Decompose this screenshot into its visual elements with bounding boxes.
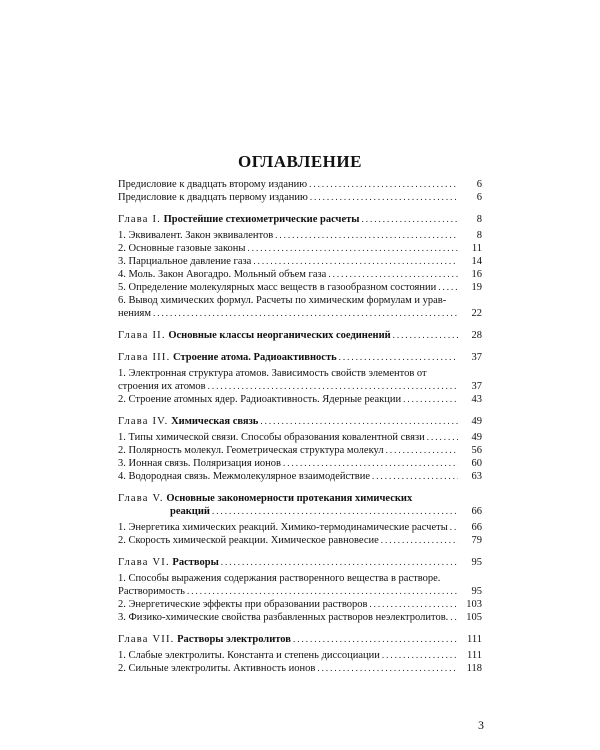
toc-entry-label-cont: Растворимость: [118, 586, 185, 597]
toc-page-number: 79: [471, 535, 482, 546]
toc-entry-label: 1. Энергетика химических реакций. Химико-термодинамические расчеты: [118, 522, 448, 533]
toc-page-number: 118: [466, 663, 482, 674]
leader-dots: [253, 255, 458, 268]
toc-page-number: 105: [466, 612, 482, 623]
toc-page-number: 8: [476, 230, 482, 241]
toc-entry-label: 2. Основные газовые законы: [118, 243, 246, 254]
toc-entry-1-3[interactable]: [118, 255, 482, 268]
leader-dots: [382, 649, 458, 662]
toc-entry-5-1[interactable]: [118, 521, 482, 534]
chapter-number: Глава VI.: [118, 557, 170, 568]
toc-entry-label: 3. Физико-химические свойства разбавленных растворов неэлектролитов.: [118, 612, 449, 623]
chapter-number: Глава V.: [118, 493, 164, 504]
toc-page-number: 11: [471, 243, 482, 254]
leader-dots: [187, 585, 458, 598]
toc-page-number: 49: [471, 416, 482, 427]
leader-dots: [450, 611, 458, 624]
leader-dots: [328, 268, 458, 281]
toc-page-number: 28: [471, 330, 482, 341]
leader-dots: [275, 229, 458, 242]
toc-page-number: 95: [471, 586, 482, 597]
toc-entry-label: 1. Эквивалент. Закон эквивалентов: [118, 230, 274, 241]
chapter-title-cont: реакций: [170, 506, 210, 517]
toc-chapter-label: [118, 415, 258, 428]
leader-dots: [339, 351, 458, 364]
toc-entry-label: 4. Водородная связь. Межмолекулярное взаимодействие: [118, 471, 371, 482]
leader-dots: [450, 521, 458, 534]
toc-entry-1-5[interactable]: [118, 281, 482, 294]
leader-dots: [372, 470, 458, 483]
toc-page-number: 22: [471, 308, 482, 319]
leader-dots: [293, 633, 458, 646]
toc-entry-1-2[interactable]: [118, 242, 482, 255]
leader-dots: [438, 281, 458, 294]
toc-page-number: 66: [471, 506, 482, 517]
chapter-title: Растворы: [172, 557, 219, 568]
leader-dots: [369, 598, 458, 611]
toc-entry-7-1[interactable]: [118, 649, 482, 662]
toc-entry-label: 1. Слабые электролиты. Константа и степень диссоциации: [118, 650, 380, 661]
toc-entry-preface-22[interactable]: [118, 178, 482, 191]
toc-entry-1-4[interactable]: [118, 268, 482, 281]
toc-page-number: 14: [471, 256, 482, 267]
leader-dots: [221, 556, 458, 569]
toc-page-number: 63: [471, 471, 482, 482]
toc-entry-label-cont: строения их атомов: [118, 381, 206, 392]
toc-entry-label: 2. Скорость химической реакции. Химическое равновесие: [118, 535, 379, 546]
toc-entry-5-2[interactable]: [118, 534, 482, 547]
toc-entry-label: 2. Полярность молекул. Геометрическая структура молекул: [118, 445, 384, 456]
leader-dots: [260, 415, 458, 428]
toc-entry-6-2[interactable]: [118, 598, 482, 611]
toc-page-number: 95: [471, 557, 482, 568]
toc-entry-4-4[interactable]: [118, 470, 482, 483]
toc-page-number: 19: [471, 282, 482, 293]
chapter-number: Глава IV.: [118, 416, 169, 427]
toc-page-number: 8: [476, 214, 482, 225]
leader-dots: [310, 191, 458, 204]
chapter-title: Растворы электролитов: [177, 634, 291, 645]
toc-entry-1-1[interactable]: [118, 229, 482, 242]
toc-chapter-label: [118, 329, 391, 342]
chapter-title: Строение атома. Радиоактивность: [173, 352, 337, 363]
leader-dots: [386, 444, 458, 457]
chapter-number: Глава VII.: [118, 634, 175, 645]
toc-page-number: 16: [471, 269, 482, 280]
toc-entry-label: 3. Парциальное давление газа: [118, 256, 252, 267]
leader-dots: [283, 457, 458, 470]
leader-dots: [427, 431, 458, 444]
leader-dots: [381, 534, 458, 547]
toc-entry-preface-21[interactable]: [118, 191, 482, 204]
toc-entry-label: Предисловие к двадцать первому изданию: [118, 192, 308, 203]
page-title: ОГЛАВЛЕНИЕ: [238, 152, 362, 171]
toc-page-number: 111: [467, 634, 482, 645]
toc-entry-label: 6. Вывод химических формул. Расчеты по химическим формулам и урав-: [118, 295, 447, 306]
toc-chapter-7[interactable]: [118, 633, 482, 646]
toc-entry-label-cont: нениям: [118, 308, 151, 319]
leader-dots: [247, 242, 458, 255]
chapter-title: Химическая связь: [171, 416, 259, 427]
toc-chapter-5[interactable]: [118, 492, 482, 518]
toc-chapter-2[interactable]: [118, 329, 482, 342]
toc-entry-4-3[interactable]: [118, 457, 482, 470]
toc-entry-label: 1. Способы выражения содержания растворенного вещества в растворе.: [118, 573, 441, 584]
toc-entry-label: 3. Ионная связь. Поляризация ионов: [118, 458, 282, 469]
toc-page-number: 43: [471, 394, 482, 405]
toc-page-number: 6: [476, 192, 482, 203]
toc-entry-3-2[interactable]: [118, 393, 482, 406]
leader-dots: [309, 178, 458, 191]
chapter-title: Простейшие стехиометрические расчеты: [163, 214, 360, 225]
chapter-number: Глава I.: [118, 214, 162, 225]
chapter-number: Глава III.: [118, 352, 171, 363]
chapter-title: Основные закономерности протекания химических: [166, 493, 413, 504]
toc-entry-label: 5. Определение молекулярных масс веществ в газообразном состоянии: [118, 282, 437, 293]
toc-chapter-label: [118, 213, 359, 226]
toc-page-number: 60: [471, 458, 482, 469]
toc-page-number: 37: [471, 352, 482, 363]
toc-entry-label: 2. Энергетические эффекты при образовании растворов: [118, 599, 368, 610]
toc-chapter-3[interactable]: [118, 351, 482, 364]
toc-chapter-4[interactable]: [118, 415, 482, 428]
leader-dots: [317, 662, 458, 675]
chapter-title: Основные классы неорганических соединений: [168, 330, 391, 341]
toc-entry-1-6[interactable]: [118, 294, 482, 320]
toc-chapter-label: [118, 633, 291, 646]
toc-chapter-label: [118, 556, 219, 569]
toc-page-number: 49: [471, 432, 482, 443]
toc-page-number: 111: [467, 650, 482, 661]
toc-entry-3-1[interactable]: [118, 367, 482, 393]
leader-dots: [212, 505, 458, 518]
leader-dots: [403, 393, 458, 406]
toc-entry-4-2[interactable]: [118, 444, 482, 457]
toc-page-number: 56: [471, 445, 482, 456]
toc-entry-label: 1. Электронная структура атомов. Зависимость свойств элементов от: [118, 368, 427, 379]
toc-entry-label: Предисловие к двадцать второму изданию: [118, 179, 308, 190]
table-of-contents: [118, 178, 482, 675]
toc-chapter-label: [118, 351, 337, 364]
chapter-number: Глава II.: [118, 330, 166, 341]
toc-entry-label: 1. Типы химической связи. Способы образования ковалентной связи: [118, 432, 425, 443]
toc-entry-4-1[interactable]: [118, 431, 482, 444]
leader-dots: [393, 329, 458, 342]
toc-entry-6-1[interactable]: [118, 572, 482, 598]
toc-entry-7-2[interactable]: [118, 662, 482, 675]
toc-chapter-6[interactable]: [118, 556, 482, 569]
toc-page-number: 66: [471, 522, 482, 533]
leader-dots: [153, 307, 458, 320]
toc-page-number: 6: [476, 179, 482, 190]
leader-dots: [208, 380, 458, 393]
toc-page-number: 103: [466, 599, 482, 610]
toc-chapter-label: [118, 492, 482, 505]
toc-entry-6-3[interactable]: [118, 611, 482, 624]
toc-entry-label: 4. Моль. Закон Авогадро. Мольный объем газа: [118, 269, 327, 280]
toc-chapter-1[interactable]: [118, 213, 482, 226]
toc-page-number: 37: [471, 381, 482, 392]
leader-dots: [361, 213, 458, 226]
toc-entry-label: 2. Сильные электролиты. Активность ионов: [118, 663, 316, 674]
page-number: 3: [478, 718, 484, 732]
toc-entry-label: 2. Строение атомных ядер. Радиоактивность. Ядерные реакции: [118, 394, 402, 405]
